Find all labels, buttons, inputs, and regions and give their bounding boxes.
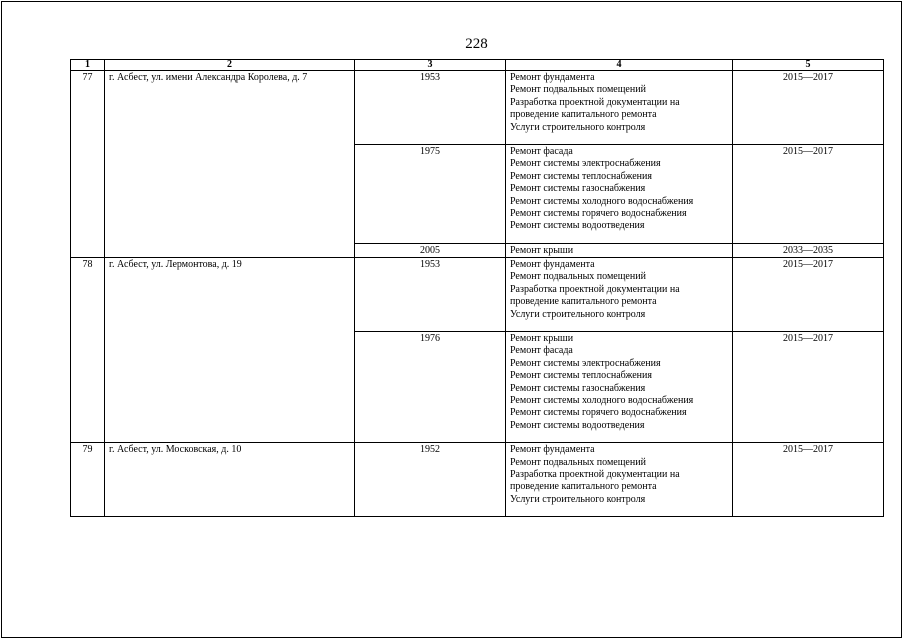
column-header-2: 2 xyxy=(105,60,355,71)
work-item: Ремонт подвальных помещений xyxy=(510,271,646,283)
column-header-1: 1 xyxy=(71,60,105,71)
work-item: проведение капитального ремонта xyxy=(510,481,657,493)
works-cell xyxy=(506,258,733,332)
row-number-cell: 79 xyxy=(71,443,105,517)
work-item: Ремонт подвальных помещений xyxy=(510,456,646,468)
works-cell xyxy=(506,443,733,517)
work-item: Ремонт системы теплоснабжения xyxy=(510,170,652,182)
work-item: Разработка проектной документации на xyxy=(510,283,680,295)
period-cell: 2033—2035 xyxy=(733,243,884,257)
period-cell: 2015—2017 xyxy=(733,144,884,243)
row-number-cell: 77 xyxy=(71,71,105,258)
column-header-3: 3 xyxy=(355,60,506,71)
work-item: Ремонт системы горячего водоснабжения xyxy=(510,207,687,219)
repair-schedule-table xyxy=(70,59,884,517)
work-item: Услуги строительного контроля xyxy=(510,121,646,133)
address-cell: г. Асбест, ул. имени Александра Королева, д. 7 xyxy=(105,71,355,258)
work-item: Ремонт системы горячего водоснабжения xyxy=(510,407,687,419)
work-item: Ремонт системы газоснабжения xyxy=(510,382,646,394)
table-row xyxy=(71,443,884,517)
work-item: Ремонт крыши xyxy=(510,333,574,345)
works-cell xyxy=(506,332,733,443)
table-row xyxy=(71,258,884,332)
table-row xyxy=(71,71,884,145)
address-cell: г. Асбест, ул. Лермонтова, д. 19 xyxy=(105,258,355,443)
address-cell: г. Асбест, ул. Московская, д. 10 xyxy=(105,443,355,517)
year-cell: 2005 xyxy=(355,243,506,257)
work-item: проведение капитального ремонта xyxy=(510,109,657,121)
work-item: Разработка проектной документации на xyxy=(510,468,680,480)
year-cell: 1976 xyxy=(355,332,506,443)
works-cell xyxy=(506,243,733,257)
period-cell: 2015—2017 xyxy=(733,443,884,517)
work-item: Разработка проектной документации на xyxy=(510,96,680,108)
work-item: Ремонт системы газоснабжения xyxy=(510,183,646,195)
work-item: Услуги строительного контроля xyxy=(510,308,646,320)
column-header-4: 4 xyxy=(506,60,733,71)
work-item: Ремонт фундамента xyxy=(510,72,595,83)
work-item: Ремонт крыши xyxy=(510,244,574,256)
work-item: Ремонт системы холодного водоснабжения xyxy=(510,395,694,406)
work-item: Ремонт системы водоотведения xyxy=(510,220,645,232)
works-cell xyxy=(506,144,733,243)
year-cell: 1975 xyxy=(355,144,506,243)
work-item: Ремонт системы водоотведения xyxy=(510,419,645,431)
row-number-cell: 78 xyxy=(71,258,105,443)
work-item: Ремонт фундамента xyxy=(510,259,595,271)
column-number-header xyxy=(71,60,884,71)
work-item: Ремонт системы электроснабжения xyxy=(510,357,661,369)
year-cell: 1952 xyxy=(355,443,506,517)
year-cell: 1953 xyxy=(355,258,506,332)
work-item: Ремонт системы электроснабжения xyxy=(510,158,661,170)
period-cell: 2015—2017 xyxy=(733,332,884,443)
work-item: Ремонт фасада xyxy=(510,345,573,357)
year-cell: 1953 xyxy=(355,71,506,145)
works-cell xyxy=(506,71,733,145)
work-item: Ремонт системы теплоснабжения xyxy=(510,370,652,382)
work-item: Ремонт подвальных помещений xyxy=(510,84,646,96)
page-number: 228 xyxy=(465,36,488,52)
work-item: Ремонт фасада xyxy=(510,145,573,157)
column-header-5: 5 xyxy=(733,60,884,71)
period-cell: 2015—2017 xyxy=(733,71,884,145)
period-cell: 2015—2017 xyxy=(733,258,884,332)
work-item: Ремонт системы холодного водоснабжения xyxy=(510,195,694,207)
work-item: проведение капитального ремонта xyxy=(510,296,657,308)
work-item: Ремонт фундамента xyxy=(510,444,595,456)
work-item: Услуги строительного контроля xyxy=(510,493,646,505)
